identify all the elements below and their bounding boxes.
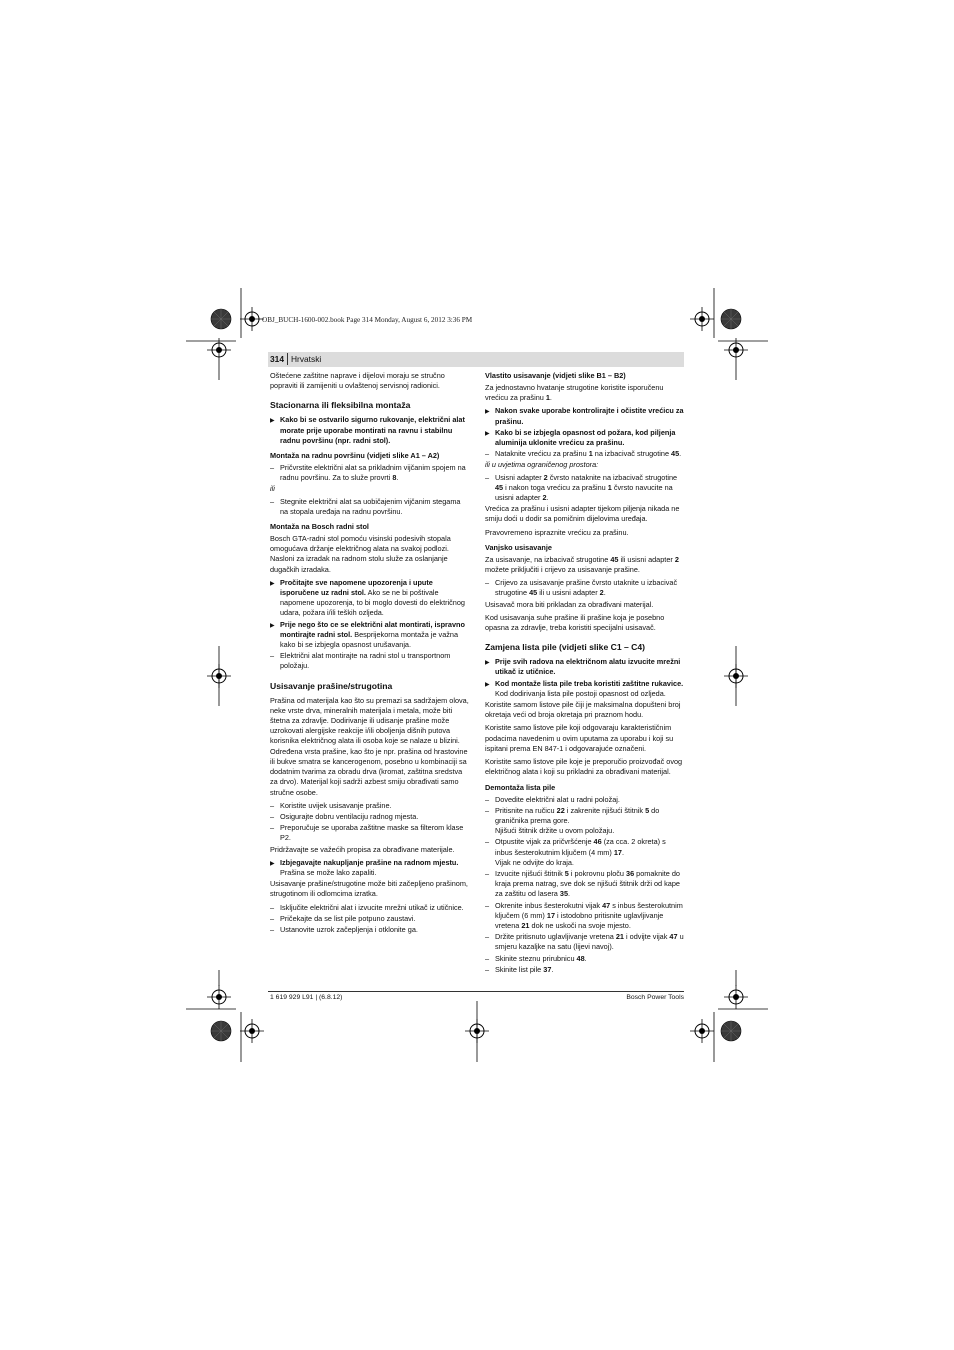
text-run: Usisavanje prašine/strugotine može biti začepljeno prašinom, strugotinom ili odlomcima izratka. [270, 879, 468, 899]
list-item [270, 914, 469, 924]
text-run: Stegnite električni alat sa uobičajenim vijčanim stegama na stopala uređaja na radnu površinu. [280, 496, 461, 516]
list-item [485, 473, 684, 504]
dash-marker: – [485, 472, 490, 482]
ref-number: 1 [588, 449, 593, 459]
text-run: Osigurajte dobru ventilaciju radnog mjesta. [280, 811, 419, 821]
text-run: i istodobno pritisnite uglavljivanje vretena [495, 910, 664, 930]
text-run: Koristite samo listove pile koji odgovaraju karakterističnim podacima navedenim u ovim uputama za uporabu i koji su ispitani prema EN 847-1 i odgovarajuće označeni. [485, 723, 674, 753]
text-run: ili usisni adapter [618, 554, 675, 564]
paragraph [270, 845, 469, 855]
section-heading: Usisavanje prašine/strugotina [270, 680, 393, 691]
dash-marker: – [485, 578, 490, 588]
warning-item [270, 620, 469, 651]
list-item [485, 449, 684, 459]
note-text: ili u uvjetima ograničenog prostora: [485, 460, 599, 470]
warning-bold: Prije svih radova na električnom alatu izvucite mrežni utikač iz utičnice. [495, 657, 681, 677]
paragraph [270, 879, 469, 899]
dash-marker: – [485, 900, 490, 910]
text-run: Kod usisavanja suhe prašine ili prašine koja je posebno opasna za zdravlje, treba koristiti specijalni usisavač. [485, 612, 665, 633]
list-item [485, 954, 684, 964]
warning-triangle-icon: ▶ [270, 622, 275, 629]
section-heading: Stacionarna ili fleksibilna montaža [270, 400, 411, 411]
text-run: dok ne uskoči na svoje mjesto. [529, 920, 631, 930]
text-run: pomaknite do kraja prema natrag, sve dok se njišući štitnik drži od kape za zaštitu od lasera [495, 868, 680, 899]
section-heading: Vlastito usisavanje (vidjeti slike B1 – B2) [485, 371, 626, 380]
dash-marker: – [270, 811, 275, 821]
list-item [270, 925, 469, 935]
ref-number: 17 [613, 847, 622, 857]
list-item [485, 806, 684, 837]
text-run: . [621, 847, 624, 857]
dash-marker: – [270, 463, 275, 473]
text-run: Nataknite vrećicu za prašinu [495, 449, 589, 459]
text-run: na izbacivač strugotine [592, 449, 672, 459]
text-run: čvrsto nataknite na izbacivač strugotine [547, 472, 678, 482]
dash-marker: – [485, 794, 490, 804]
dash-marker: – [485, 449, 490, 459]
note-text: ili [270, 484, 275, 494]
ref-number: 21 [521, 920, 530, 930]
header-divider [287, 353, 288, 365]
ref-number: 8 [392, 473, 397, 483]
print-slug: OBJ_BUCH-1600-002.book Page 314 Monday, August 6, 2012 3:36 PM [262, 316, 473, 324]
dash-marker: – [485, 805, 490, 815]
text-run: . [603, 588, 606, 598]
text-run: i pokrovnu ploču [568, 868, 627, 878]
paragraph [485, 555, 684, 575]
text-run: Dovedite električni alat u radni položaj. [495, 794, 620, 804]
dash-marker: – [270, 496, 275, 506]
paragraph [485, 757, 684, 777]
dash-marker: – [270, 823, 275, 833]
dash-marker: – [485, 964, 490, 974]
text-run: Bosch GTA-radni stol pomoću visinski podesivih stopala omogućava držanje električnog alata na svakoj podlozi. Nasloni za izradak na radnom stolu služe za oslanjanje dugačkih izradaka. [270, 534, 451, 574]
warning-item [485, 657, 684, 677]
text-run: Oštećene zaštitne naprave i dijelovi moraju se stručno popraviti ili zamijeniti u ovlaštenoj servisnoj radionici. [270, 371, 445, 391]
list-item [270, 497, 469, 517]
dash-marker: – [485, 953, 490, 963]
text-run: Držite pritisnuto uglavljivanje vretena [495, 932, 616, 942]
list-item-note: Vijak ne odvijte do kraja. [495, 857, 574, 867]
text-run: . [584, 953, 587, 963]
paragraph [485, 383, 684, 403]
ref-number: 1 [545, 393, 550, 403]
dash-marker: – [270, 800, 275, 810]
warning-text: Kod dodirivanja lista pile postoji opasnost od ozljeda. [495, 688, 666, 698]
footer-rule [268, 991, 684, 992]
ref-number: 21 [615, 932, 624, 942]
text-run: Za jednostavno hvatanje strugotine koristite isporučenu vrećicu za prašinu [485, 383, 664, 403]
text-run: i nakon toga vrećicu za prašinu [503, 482, 608, 492]
paragraph [485, 528, 684, 538]
ref-number: 37 [543, 964, 552, 974]
text-run: . [551, 964, 554, 974]
list-item [270, 823, 469, 843]
ref-number: 36 [626, 868, 635, 878]
warning-bold: Kod montaže lista pile treba koristiti zaštitne rukavice. [495, 678, 684, 688]
ref-number: 45 [610, 554, 619, 564]
dash-marker: – [270, 651, 275, 661]
right-column [485, 371, 684, 976]
text-run: Pravovremeno ispraznite vrećicu za prašinu. [485, 527, 629, 537]
text-run: Vrećica za prašinu i usisni adapter tijekom piljenja nikada ne smiju doći u dodir sa pomičnim dijelovima uređaja. [485, 504, 680, 524]
warning-triangle-icon: ▶ [485, 430, 490, 437]
warning-text: Prašina se može lako zapaliti. [280, 867, 377, 877]
ref-number: 45 [671, 449, 680, 459]
text-run: Za usisavanje, na izbacivač strugotine [485, 554, 611, 564]
page-header [268, 352, 684, 367]
text-run: čvrsto navucite na usisni adapter [495, 482, 673, 503]
text-run: i zakrenite njišući štitnik [564, 805, 646, 815]
left-column [270, 371, 469, 936]
warning-text: Ako se ne bi poštivale napomene upozorenja, to bi moglo dovesti do električnog udara, požara i/ili teških ozljeda. [280, 588, 465, 618]
section-heading: Zamjena lista pile (vidjeti slike C1 – C4) [485, 642, 645, 653]
list-item [270, 903, 469, 913]
dash-marker: – [270, 913, 275, 923]
warning-item [485, 679, 684, 699]
warning-item [270, 578, 469, 619]
list-item [270, 812, 469, 822]
text-run: Pričekajte da se list pile potpuno zaustavi. [280, 913, 416, 923]
ref-number: 5 [564, 868, 569, 878]
text-run: Električni alat montirajte na radni stol u transportnom položaju. [280, 651, 451, 671]
ref-number: 45 [529, 588, 538, 598]
warning-text: Besprijekorna montaža je važna kako bi se izbjegla opasnost urušavanja. [280, 629, 459, 650]
text-run: do graničnika prema gore. [495, 805, 660, 825]
list-item [485, 578, 684, 598]
list-item [485, 795, 684, 805]
warning-item [270, 415, 469, 446]
ref-number: 47 [669, 932, 678, 942]
warning-bold: Pročitajte sve napomene upozorenja i upute isporučene uz radni stol. [280, 577, 433, 598]
section-heading: Demontaža lista pile [485, 782, 556, 792]
warning-item [485, 428, 684, 448]
text-run: s inbus šesterokutnim ključem (6 mm) [495, 900, 683, 920]
warning-triangle-icon: ▶ [270, 860, 275, 867]
text-run: Skinite list pile [495, 964, 544, 974]
ref-number: 2 [542, 493, 547, 503]
list-item [270, 651, 469, 671]
warning-bold: Izbjegavajte nakupljanje prašine na radnom mjestu. [280, 857, 459, 867]
text-run: Koristite uvijek usisavanje prašine. [280, 800, 392, 810]
section-heading: Montaža na radnu površinu (vidjeti slike A1 – A2) [270, 451, 440, 461]
ref-number: 48 [576, 953, 585, 963]
paragraph [485, 723, 684, 754]
text-run: . [396, 473, 399, 483]
dash-marker: – [485, 932, 490, 942]
dash-marker: – [485, 837, 490, 847]
ref-number: 46 [593, 837, 602, 847]
list-item [485, 932, 684, 952]
text-run: Izvucite njišući štitnik [495, 868, 565, 878]
list-item [485, 965, 684, 975]
warning-bold: Kako bi se ostvarilo sigurno rukovanje, električni alat morate prije uporabe montirati na ravnu i stabilnu radnu površinu (npr. radni stol). [280, 415, 465, 445]
dash-marker: – [270, 902, 275, 912]
text-run: . [679, 449, 682, 459]
text-run: Otpustite vijak za pričvršćenje [495, 837, 594, 847]
text-run: u smjeru kazaljke na satu (lijevi navoj). [495, 932, 684, 952]
ref-number: 45 [495, 482, 504, 492]
ref-number: 17 [546, 910, 556, 920]
page-number: 314 [270, 354, 284, 364]
list-item [485, 901, 684, 932]
warning-triangle-icon: ▶ [485, 660, 490, 667]
text-run: (za cca. 2 okreta) s inbus šesterokutnim ključem (4 mm) [495, 837, 666, 857]
ref-number: 1 [607, 482, 612, 492]
dash-marker: – [485, 868, 490, 878]
list-item [270, 463, 469, 483]
text-run: Pridržavajte se važećih propisa za obrađivane materijale. [270, 844, 455, 854]
warning-item [270, 858, 469, 878]
footer-part-number: 1 619 929 L91 | (6.8.12) [270, 994, 343, 1001]
paragraph [270, 371, 469, 391]
ref-number: 22 [556, 805, 565, 815]
list-item [270, 801, 469, 811]
text-run: . [546, 493, 549, 503]
text-run: Preporučuje se uporaba zaštitne maske sa filterom klase P2. [280, 823, 464, 843]
ref-number: 2 [599, 588, 604, 598]
warning-item [485, 406, 684, 426]
text-run: Okrenite inbus šesterokutni vijak [495, 900, 603, 910]
text-run: ili u usisni adapter [537, 588, 600, 598]
ref-number: 2 [543, 472, 548, 482]
text-run: i odvijte vijak [624, 932, 670, 942]
warning-bold: Kako bi se izbjegla opasnost od požara, kod piljenja aluminija uklonite vrećicu za prašinu. [495, 427, 676, 448]
warning-triangle-icon: ▶ [270, 418, 275, 425]
text-run: Koristite samo listove pile koje je preporučio proizvođač ovog električnog alata i koji su prikladni za obrađivani materijal. [485, 757, 683, 777]
text-run: Usisni adapter [495, 472, 544, 482]
footer-brand: Bosch Power Tools [626, 994, 684, 1001]
text-run: Isključite električni alat i izvucite mrežni utikač iz utičnice. [280, 902, 464, 912]
text-run: Pričvrstite električni alat sa prikladnim vijčanim spojem na radnu površinu. Za to služe provrti [280, 463, 466, 483]
header-language: Hrvatski [291, 354, 322, 364]
list-item [485, 869, 684, 900]
text-run: . [549, 393, 552, 403]
ref-number: 5 [645, 805, 650, 815]
paragraph [485, 600, 684, 610]
warning-bold: Nakon svake uporabe kontrolirajte i očistite vrećicu za prašinu. [495, 406, 684, 426]
warning-bold: Prije nego što ce se električni alat montirati, ispravno montirajte radni stol. [280, 619, 465, 639]
text-run: Crijevo za usisavanje prašine čvrsto utaknite u izbacivač strugotine [495, 578, 678, 598]
paragraph [485, 504, 684, 524]
text-run: Prašina od materijala kao što su premazi sa sadržajem olova, neke vrste drva, mineralnih materijala i metala, može biti štetna za zdravlje. Dodirivanje ili udisanje prašine može uzrokovati alergijske reakcije i/ili oboljenja dišnih putova korisnika električnog alata ili osoba koje se nalaze u blizini. Određena vrsta prašine, kao što je npr. prašina od hrastovine ili bukve smatra se kancerogenom, posebno u kombinaciji sa dodatnim tvarima za obradu drva (kromat, zaštitna sredstva za drvo). Materijal koji sadrži azbest smiju obrađivati samo stručne osobe. [270, 695, 469, 797]
ref-number: 2 [674, 554, 679, 564]
warning-triangle-icon: ▶ [270, 580, 275, 587]
text-run: . [568, 889, 571, 899]
paragraph [485, 613, 684, 633]
text-run: Usisavač mora biti prikladan za obrađivani materijal. [485, 599, 654, 609]
paragraph [270, 696, 469, 798]
dash-marker: – [270, 924, 275, 934]
section-heading: Montaža na Bosch radni stol [270, 522, 369, 532]
ref-number: 47 [602, 900, 611, 910]
text-run: Skinite steznu prirubnicu [495, 953, 577, 963]
warning-triangle-icon: ▶ [485, 681, 490, 688]
text-run: Koristite samom listove pile čiji je maksimalna dopušteni broj okretaja veći od broja okretaja pri praznom hodu. [485, 700, 681, 720]
paragraph [270, 534, 469, 575]
text-run: možete priključiti i crijevo za usisavanje prašine. [485, 565, 640, 575]
ref-number: 35 [559, 889, 569, 899]
list-item-note: Njišući štitnik držite u ovom položaju. [495, 826, 615, 836]
text-run: Pritisnite na ručicu [495, 805, 557, 815]
section-heading: Vanjsko usisavanje [485, 542, 552, 552]
warning-triangle-icon: ▶ [485, 409, 490, 416]
paragraph [485, 700, 684, 720]
list-item [485, 837, 684, 868]
text-run: Ustanovite uzrok začepljenja i otklonite ga. [280, 924, 418, 934]
